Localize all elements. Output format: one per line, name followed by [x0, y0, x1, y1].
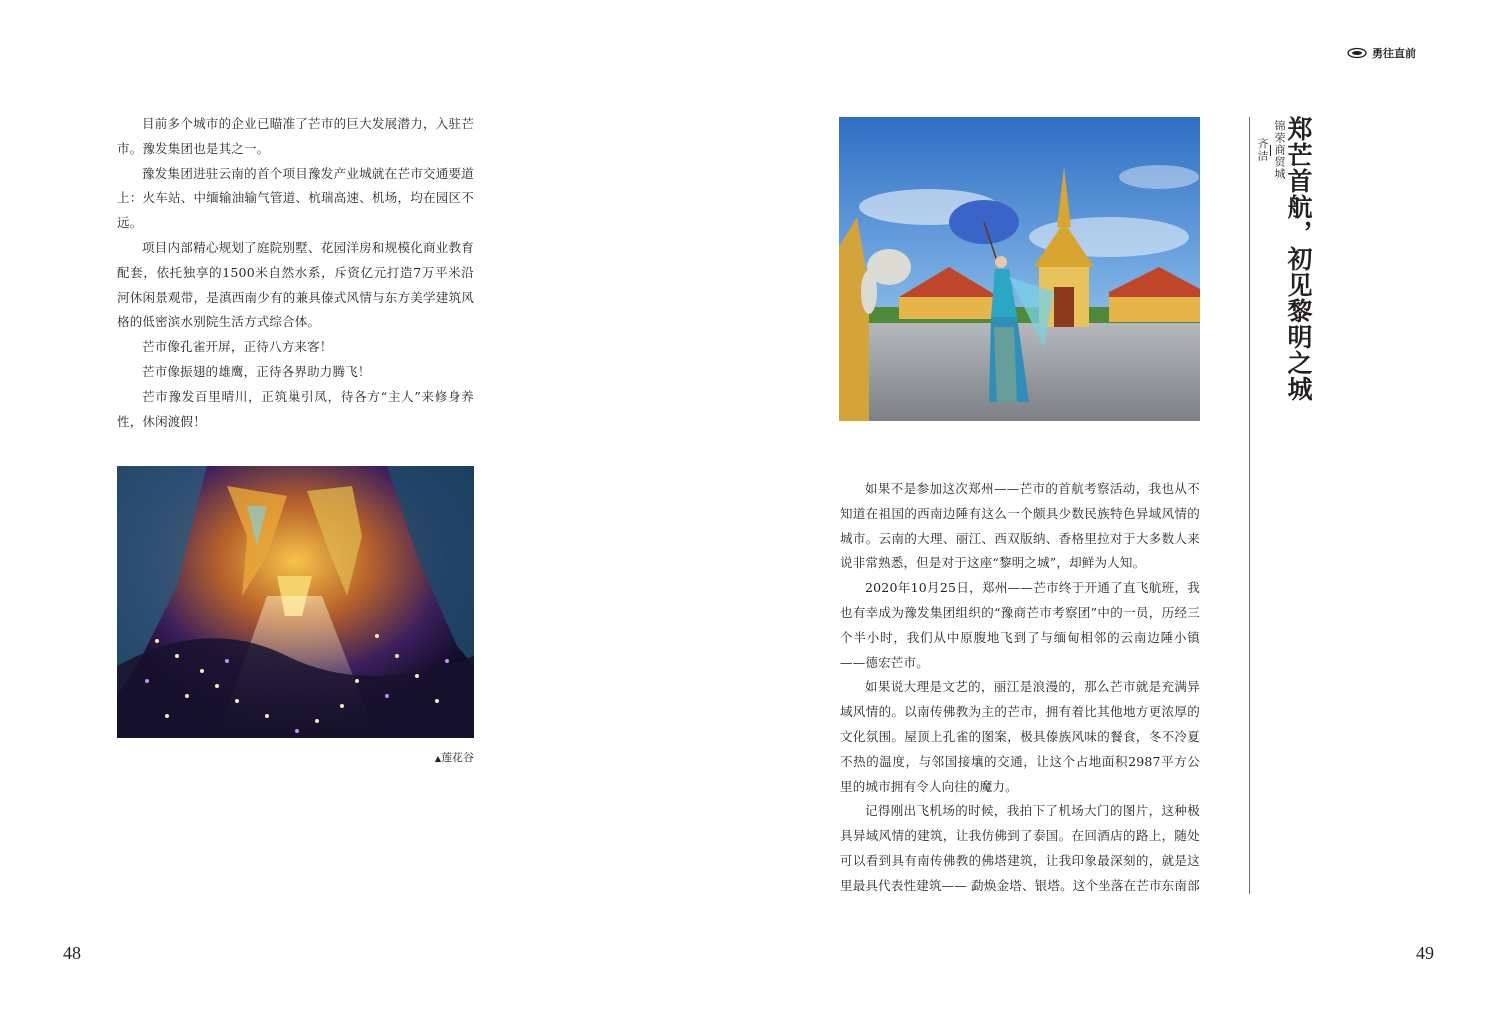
- left-article-text: [117, 112, 474, 434]
- byline-separator: [1270, 145, 1271, 156]
- paragraph: 记得刚出飞机场的时候，我拍下了机场大门的图片，这种极具异域风情的建筑，让我仿佛到了泰国。在回酒店的路上，随处可以看到具有南传佛教的佛塔建筑，让我印象最深刻的，就是这里最具代表性建筑—— 勐焕金塔、银塔。这个坐落在芒市东南部: [840, 803, 1200, 893]
- byline-source: 锦荣商贸城: [1273, 120, 1286, 180]
- running-header: [1347, 45, 1416, 61]
- right-page: [750, 0, 1500, 1025]
- caption-text: 莲花谷: [441, 751, 474, 764]
- triangle-icon: ▲: [434, 754, 441, 763]
- paragraph: 芒市豫发百里晴川，正筑巢引凤，待各方“主人”来修身养性，休闲渡假！: [117, 388, 474, 429]
- title-divider-line: [1249, 117, 1250, 894]
- paragraph: 如果说大理是文艺的，丽江是浪漫的，那么芒市就是充满异域风情的。以南传佛教为主的芒市，拥有着比其他地方更浓厚的文化氛围。屋顶上孔雀的图案，极具傣族风味的餐食，冬不冷夏不热的温度，与邻国接壤的交通，让这个占地面积2987平方公里的城市拥有令人向往的魔力。: [840, 679, 1200, 794]
- paragraph: 项目内部精心规划了庭院别墅、花园洋房和规模化商业教育配套，依托独享的1500米自然水系，斥资亿元打造7万平米沿河休闲景观带，是滇西南少有的兼具傣式风情与东方美学建筑风格的低密滨水别院生活方式综合体。: [117, 239, 474, 330]
- paragraph: 如果不是参加这次郑州——芒市的首航考察活动，我也从不知道在祖国的西南边陲有这么一个颇具少数民族特色异域风情的城市。云南的大理、丽江、西双版纳、香格里拉对于大多数人来说非常熟悉，但是对于这座“黎明之城”，却鲜为人知。: [840, 481, 1200, 571]
- paragraph: 目前多个城市的企业已瞄准了芒市的巨大发展潜力，入驻芒市。豫发集团也是其之一。: [117, 116, 474, 156]
- paragraph: 芒市像振翅的雄鹰，正待各界助力腾飞！: [142, 363, 371, 379]
- temple-dancer-photo: [839, 117, 1200, 421]
- page-number-right: 49: [1416, 943, 1434, 963]
- page-number-left: 48: [63, 943, 81, 963]
- paragraph: 芒市像孔雀开屏，正待八方来客！: [142, 339, 333, 355]
- paragraph: 豫发集团进驻云南的首个项目豫发产业城就在芒市交通要道上：火车站、中缅输油输气管道、杭瑞高速、机场，均在园区不远。: [117, 165, 474, 231]
- byline-author: 齐洁: [1256, 138, 1269, 162]
- lotus-valley-cave-photo: [117, 466, 474, 738]
- header-logo-icon: [1347, 47, 1367, 59]
- article-title: 郑芒首航，初见黎明之城: [1284, 116, 1313, 402]
- paragraph: 2020年10月25日，郑州——芒市终于开通了直飞航班，我也有幸成为豫发集团组织的“豫商芒市考察团”中的一员，历经三个半小时，我们从中原腹地飞到了与缅甸相邻的云南边陲小镇——德宏芒市。: [840, 580, 1200, 670]
- header-title: 勇往直前: [1372, 47, 1416, 60]
- photo-caption: [360, 750, 474, 767]
- right-article-text: [840, 477, 1200, 899]
